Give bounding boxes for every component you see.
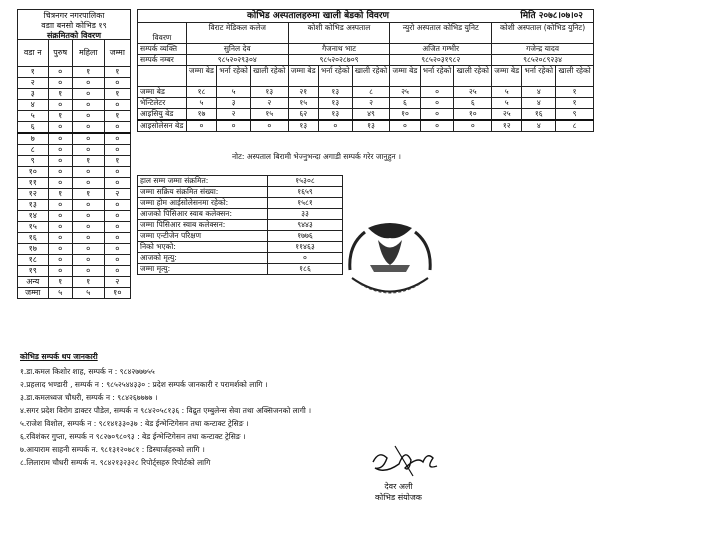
ward-row xyxy=(18,89,131,100)
col-total: जम्मा xyxy=(104,40,130,67)
sub-header: भर्ना रहेको xyxy=(420,66,454,87)
ward-cell: २ xyxy=(104,189,130,200)
ward-cell: १ xyxy=(48,111,72,122)
contact-line: ८.लिलाराम चौधरी सम्पर्क न. ९८४२१३२३२८ रिपोर्ट्सहरु रिपोर्टको लागि xyxy=(20,458,211,467)
ward-row xyxy=(18,288,131,299)
bed-value: ६२ xyxy=(288,109,318,121)
bed-row-label: भेन्टिलेटर xyxy=(138,98,187,109)
bed-value: ० xyxy=(420,120,454,132)
bed-row xyxy=(138,109,594,121)
col-ward: वडा न xyxy=(18,40,49,67)
ward-row xyxy=(18,233,131,244)
sub-header: जम्मा बेड xyxy=(390,66,420,87)
bed-status-body xyxy=(138,87,594,132)
ward-cell: ५ xyxy=(48,288,72,299)
col-female: महिला xyxy=(72,40,104,67)
ward-cell: १ xyxy=(48,277,72,288)
ward-row xyxy=(18,222,131,233)
ward-cell: २ xyxy=(104,277,130,288)
hospital-header-row xyxy=(138,23,594,44)
ward-cell: ६ xyxy=(18,122,49,134)
ward-cell: ० xyxy=(104,266,130,277)
ward-cell: ० xyxy=(104,233,130,244)
summary-label: हाल सम्म जम्मा संक्रमित: xyxy=(138,176,268,187)
sub-header: खाली रहेको xyxy=(454,66,492,87)
ward-cell: १३ xyxy=(18,200,49,211)
ward-row xyxy=(18,133,131,145)
bed-value: ८ xyxy=(556,120,594,132)
bed-value: ० xyxy=(250,120,288,132)
ward-table-title xyxy=(17,9,131,39)
ward-row xyxy=(18,167,131,178)
ward-infection-panel xyxy=(17,9,131,299)
bed-value: २१ xyxy=(288,87,318,98)
bed-value: २५ xyxy=(390,87,420,98)
ward-cell: १० xyxy=(104,288,130,299)
sub-header: भर्ना रहेको xyxy=(217,66,251,87)
bed-value: १ xyxy=(556,87,594,98)
ward-cell: ८ xyxy=(18,145,49,156)
summary-label: जम्मा मृत्यु: xyxy=(138,264,268,275)
summary-table xyxy=(137,175,343,275)
bed-value: ५ xyxy=(186,98,216,109)
ward-cell: ७ xyxy=(18,133,49,145)
summary-value: १८६ xyxy=(268,264,343,275)
ward-cell: १५ xyxy=(18,222,49,233)
hospital-name: न्युरो अस्पताल कोभिड युनिट xyxy=(390,23,492,44)
summary-label: जम्मा पिसिआर स्वाब कलेक्सन: xyxy=(138,220,268,231)
ward-row xyxy=(18,122,131,134)
ward-cell: १ xyxy=(72,277,104,288)
hospital-name: विराट मेडिकल कलेज xyxy=(186,23,288,44)
ward-cell: जम्मा xyxy=(18,288,49,299)
contact-line: ४.सगर प्रदेश विरोग डाक्टर पौडेल, सम्पर्क न ९८४२०५८१३६ : विद्रुत एम्बुलेन्स सेवा तथा अक्सिजनको लागी । xyxy=(20,406,312,415)
ward-cell: २ xyxy=(18,78,49,89)
summary-label: आजको मृत्यु: xyxy=(138,253,268,264)
summary-label: जम्मा होम आईसोलेसनमा रहेको: xyxy=(138,198,268,209)
ward-cell: ० xyxy=(48,178,72,189)
contact-line: ७.आयाराम साहनी सम्पर्क न. ९८१३१२०७८१ : डिस्चार्जहरुको लागि । xyxy=(20,445,205,454)
contact-line: ५.राजेश विशोल, सम्पर्क न : ९८१४१३३०३७ : बेड ईन्भेन्टिगेसन तथा कन्टाक्ट ट्रेसिङ । xyxy=(20,419,249,428)
bed-value: ४ xyxy=(522,120,556,132)
ward-row xyxy=(18,67,131,78)
ward-cell: १ xyxy=(72,156,104,167)
bed-value: २ xyxy=(352,98,390,109)
summary-label: जम्मा एन्टीजेन परिक्षण xyxy=(138,231,268,242)
contact-line: २.प्रहलाद भण्डारी , सम्पर्क न : ९८५२५४४३३० : प्रदेश सम्पर्क जानकारी र परामर्शको लागि । xyxy=(20,380,268,389)
sub-header: खाली रहेको xyxy=(352,66,390,87)
contact-line: १.डा.कमल किशोर शाह, सम्पर्क न : ९८४२७७७५५ xyxy=(20,367,155,376)
ward-cell: ० xyxy=(48,255,72,266)
contact-person: सुनिल देव xyxy=(186,44,288,55)
summary-value: १५३०८ xyxy=(268,176,343,187)
bed-value: १० xyxy=(390,109,420,121)
bed-value: ३ xyxy=(217,98,251,109)
bed-row-label: जम्मा बेड xyxy=(138,87,187,98)
ward-cell: १० xyxy=(18,167,49,178)
bed-row xyxy=(138,120,594,132)
summary-row xyxy=(138,209,343,220)
ward-row xyxy=(18,244,131,255)
summary-value: ० xyxy=(268,253,343,264)
office-seal xyxy=(340,210,440,300)
bed-value: ० xyxy=(420,109,454,121)
contact-info xyxy=(20,350,311,469)
ward-cell: ० xyxy=(48,222,72,233)
ward-cell: १८ xyxy=(18,255,49,266)
ward-cell: ० xyxy=(48,266,72,277)
bed-value: १८ xyxy=(186,87,216,98)
ward-row xyxy=(18,255,131,266)
summary-value: ३३ xyxy=(268,209,343,220)
bed-value: १० xyxy=(454,109,492,121)
hospital-name: कोशी अस्पताल (कोभिड युनिट) xyxy=(492,23,594,44)
ward-cell: ० xyxy=(72,244,104,255)
ward-cell: ० xyxy=(72,78,104,89)
sub-header: जम्मा बेड xyxy=(288,66,318,87)
summary-row xyxy=(138,220,343,231)
ward-cell: ० xyxy=(72,211,104,222)
contact-line: ३.डा.कमलध्वज चौधरी, सम्पर्क न : ९८४२६७७७७ । xyxy=(20,393,158,402)
bed-row xyxy=(138,87,594,98)
summary-value: ९४४३ xyxy=(268,220,343,231)
sub-header: भर्ना रहेको xyxy=(318,66,352,87)
ward-cell: ० xyxy=(104,145,130,156)
ward-cell: ० xyxy=(72,167,104,178)
phone-row xyxy=(138,55,594,66)
bed-value: ५ xyxy=(492,98,522,109)
sub-header: जम्मा बेड xyxy=(492,66,522,87)
summary-row xyxy=(138,176,343,187)
bed-value: ९ xyxy=(556,109,594,121)
bed-value: २ xyxy=(250,98,288,109)
ward-cell: ० xyxy=(48,67,72,78)
ward-cell: ० xyxy=(104,100,130,111)
summary-row xyxy=(138,187,343,198)
bed-value: ० xyxy=(390,120,420,132)
phone-number: ९८५२०८९२३४ xyxy=(492,55,594,66)
bed-value: ४ xyxy=(522,87,556,98)
signer-name: देवर अली xyxy=(384,482,413,491)
summary-row xyxy=(138,264,343,275)
sub-header: जम्मा बेड xyxy=(186,66,216,87)
ward-cell: ० xyxy=(48,244,72,255)
bed-value: ५ xyxy=(492,87,522,98)
ward-cell: ० xyxy=(48,100,72,111)
ward-table-body xyxy=(18,67,131,299)
bed-value: १३ xyxy=(288,120,318,132)
ward-cell: १२ xyxy=(18,189,49,200)
summary-label: निको भएको: xyxy=(138,242,268,253)
summary-row xyxy=(138,198,343,209)
ward-table xyxy=(17,39,131,299)
bed-value: ४९ xyxy=(352,109,390,121)
ward-cell: ४ xyxy=(18,100,49,111)
bed-value: २५ xyxy=(454,87,492,98)
bed-value: १२ xyxy=(492,120,522,132)
ward-cell: ० xyxy=(72,266,104,277)
ward-cell: १ xyxy=(18,67,49,78)
summary-label: आजको पिसिआर स्वाब कलेक्सन: xyxy=(138,209,268,220)
ward-cell: ० xyxy=(72,178,104,189)
ward-cell: १ xyxy=(48,89,72,100)
sub-header: खाली रहेको xyxy=(556,66,594,87)
ward-table-header xyxy=(18,40,131,67)
ward-cell: ० xyxy=(104,244,130,255)
summary-row xyxy=(138,253,343,264)
bed-value: १५ xyxy=(288,98,318,109)
ward-cell: ५ xyxy=(18,111,49,122)
ward-cell: ० xyxy=(104,222,130,233)
ward-row xyxy=(18,156,131,167)
ward-row xyxy=(18,111,131,122)
contact-person: गैजनाथ भाट xyxy=(288,44,390,55)
ward-cell: ० xyxy=(72,133,104,145)
summary-label: जम्मा सक्रिय संक्रमित संख्या: xyxy=(138,187,268,198)
bed-status-title-bar xyxy=(137,9,594,23)
bed-row-label: आइसोलेसन बेड xyxy=(138,120,187,132)
bed-row xyxy=(138,98,594,109)
phone-label: सम्पर्क नम्बर xyxy=(138,55,187,66)
bed-value: १६ xyxy=(522,109,556,121)
ward-cell: ० xyxy=(48,167,72,178)
bed-value: ५ xyxy=(217,87,251,98)
ward-cell: ० xyxy=(72,122,104,134)
summary-value: १६५९ xyxy=(268,187,343,198)
bed-value: १३ xyxy=(318,109,352,121)
sub-header: खाली रहेको xyxy=(250,66,288,87)
ward-row xyxy=(18,200,131,211)
bed-value: १५ xyxy=(250,109,288,121)
ward-cell: ९ xyxy=(18,156,49,167)
ward-cell: ० xyxy=(104,78,130,89)
signer-title: कोभिड संयोजक xyxy=(375,493,422,502)
bed-value: ० xyxy=(318,120,352,132)
ward-cell: ० xyxy=(72,233,104,244)
ward-cell: ० xyxy=(104,200,130,211)
ward-cell: ० xyxy=(72,200,104,211)
bed-value: ० xyxy=(454,120,492,132)
ward-cell: ० xyxy=(48,78,72,89)
bed-value: १३ xyxy=(318,98,352,109)
ward-cell: ० xyxy=(104,133,130,145)
bed-value: २५ xyxy=(492,109,522,121)
ward-cell: ० xyxy=(104,255,130,266)
ward-cell: ० xyxy=(104,167,130,178)
ward-cell: १ xyxy=(104,89,130,100)
ward-cell: १७ xyxy=(18,244,49,255)
ward-cell: १ xyxy=(104,156,130,167)
summary-row xyxy=(138,231,343,242)
bed-value: ८ xyxy=(352,87,390,98)
ward-row xyxy=(18,100,131,111)
ward-cell: ० xyxy=(104,211,130,222)
ward-cell: १ xyxy=(72,67,104,78)
bed-value: १३ xyxy=(352,120,390,132)
summary-value: १७७६ xyxy=(268,231,343,242)
contact-person-label: सम्पर्क व्यक्ति xyxy=(138,44,187,55)
bed-value: ४ xyxy=(522,98,556,109)
summary-value: ११४६३ xyxy=(268,242,343,253)
ward-row xyxy=(18,78,131,89)
contact-person: अजित गम्भीर xyxy=(390,44,492,55)
contact-person: गजेन्द्र यादव xyxy=(492,44,594,55)
ward-cell: १ xyxy=(104,111,130,122)
bed-row-label: आइसियु बेड xyxy=(138,109,187,121)
ward-row xyxy=(18,211,131,222)
bed-value: ० xyxy=(420,98,454,109)
bed-value: १३ xyxy=(318,87,352,98)
bed-status-table xyxy=(137,22,594,132)
ward-cell: ० xyxy=(104,178,130,189)
ward-cell: ० xyxy=(48,122,72,134)
bed-value: ० xyxy=(217,120,251,132)
ward-row xyxy=(18,277,131,288)
ward-cell: १९ xyxy=(18,266,49,277)
ward-cell: ११ xyxy=(18,178,49,189)
ward-cell: १४ xyxy=(18,211,49,222)
signer-block xyxy=(375,481,422,503)
empty-cell xyxy=(138,66,187,87)
contact-person-row xyxy=(138,44,594,55)
bed-value: ० xyxy=(420,87,454,98)
ward-cell: ० xyxy=(48,133,72,145)
title-line-3: संक्रमितको विवरण xyxy=(47,31,101,40)
bed-value: १७ xyxy=(186,109,216,121)
note-text: नोट: अस्पताल बिरामी भेज्नुभन्दा अगाडी सम्पर्क गरेर जानुहुन । xyxy=(232,152,401,161)
ward-cell: ० xyxy=(48,200,72,211)
bed-value: ६ xyxy=(390,98,420,109)
phone-number: ९८५२०२९३०४ xyxy=(186,55,288,66)
col-male: पुरुष xyxy=(48,40,72,67)
bed-value: १ xyxy=(556,98,594,109)
ward-cell: ३ xyxy=(18,89,49,100)
ward-cell: ० xyxy=(72,145,104,156)
ward-cell: ० xyxy=(72,255,104,266)
col-label: विवरण xyxy=(138,23,187,44)
ward-cell: ० xyxy=(72,111,104,122)
ward-row xyxy=(18,266,131,277)
ward-cell: ० xyxy=(48,156,72,167)
ward-cell: ० xyxy=(72,100,104,111)
bed-value: ६ xyxy=(454,98,492,109)
ward-row xyxy=(18,178,131,189)
ward-cell: ० xyxy=(48,211,72,222)
ward-cell: ० xyxy=(48,233,72,244)
ward-cell: ० xyxy=(104,122,130,134)
hospital-name: कोशी कोभिड अस्पताल xyxy=(288,23,390,44)
bed-value: ० xyxy=(186,120,216,132)
ward-cell: ० xyxy=(72,89,104,100)
bed-value: २ xyxy=(217,109,251,121)
ward-cell: ५ xyxy=(72,288,104,299)
ward-cell: १६ xyxy=(18,233,49,244)
title-line-2: वडाा बनसो कोभिड १९ xyxy=(41,21,107,30)
title-line-1: चित्रनगर नगरपालिका xyxy=(43,11,105,20)
bed-value: १३ xyxy=(250,87,288,98)
page-title: कोभिड अस्पतालहरुमा खाली बेडको विवरण xyxy=(246,11,390,21)
sub-header: भर्ना रहेको xyxy=(522,66,556,87)
report-date: मिति २०७८।०७।०२ xyxy=(520,11,583,21)
ward-cell: १ xyxy=(48,189,72,200)
sub-header-row xyxy=(138,66,594,87)
ward-cell: अन्य xyxy=(18,277,49,288)
contact-title: कोभिड सम्पर्क थप जानकारी xyxy=(20,352,98,361)
ward-row xyxy=(18,145,131,156)
ward-row xyxy=(18,189,131,200)
ward-cell: ० xyxy=(48,145,72,156)
contact-list xyxy=(20,365,311,469)
ward-cell: १ xyxy=(72,189,104,200)
contact-line: ६.रविशंकर गुप्ता, सम्पर्क न ९८२७०९८०९३ : बेड ईन्भेन्टिगेसन तथा कन्टाक्ट ट्रेसिङ । xyxy=(20,432,246,441)
ward-cell: ० xyxy=(72,222,104,233)
ward-cell: १ xyxy=(104,67,130,78)
phone-number: ९८५२०२८७०९ xyxy=(288,55,390,66)
summary-row xyxy=(138,242,343,253)
phone-number: ९८५२०३१९८२ xyxy=(390,55,492,66)
summary-value: १५८१ xyxy=(268,198,343,209)
signature xyxy=(365,440,445,480)
